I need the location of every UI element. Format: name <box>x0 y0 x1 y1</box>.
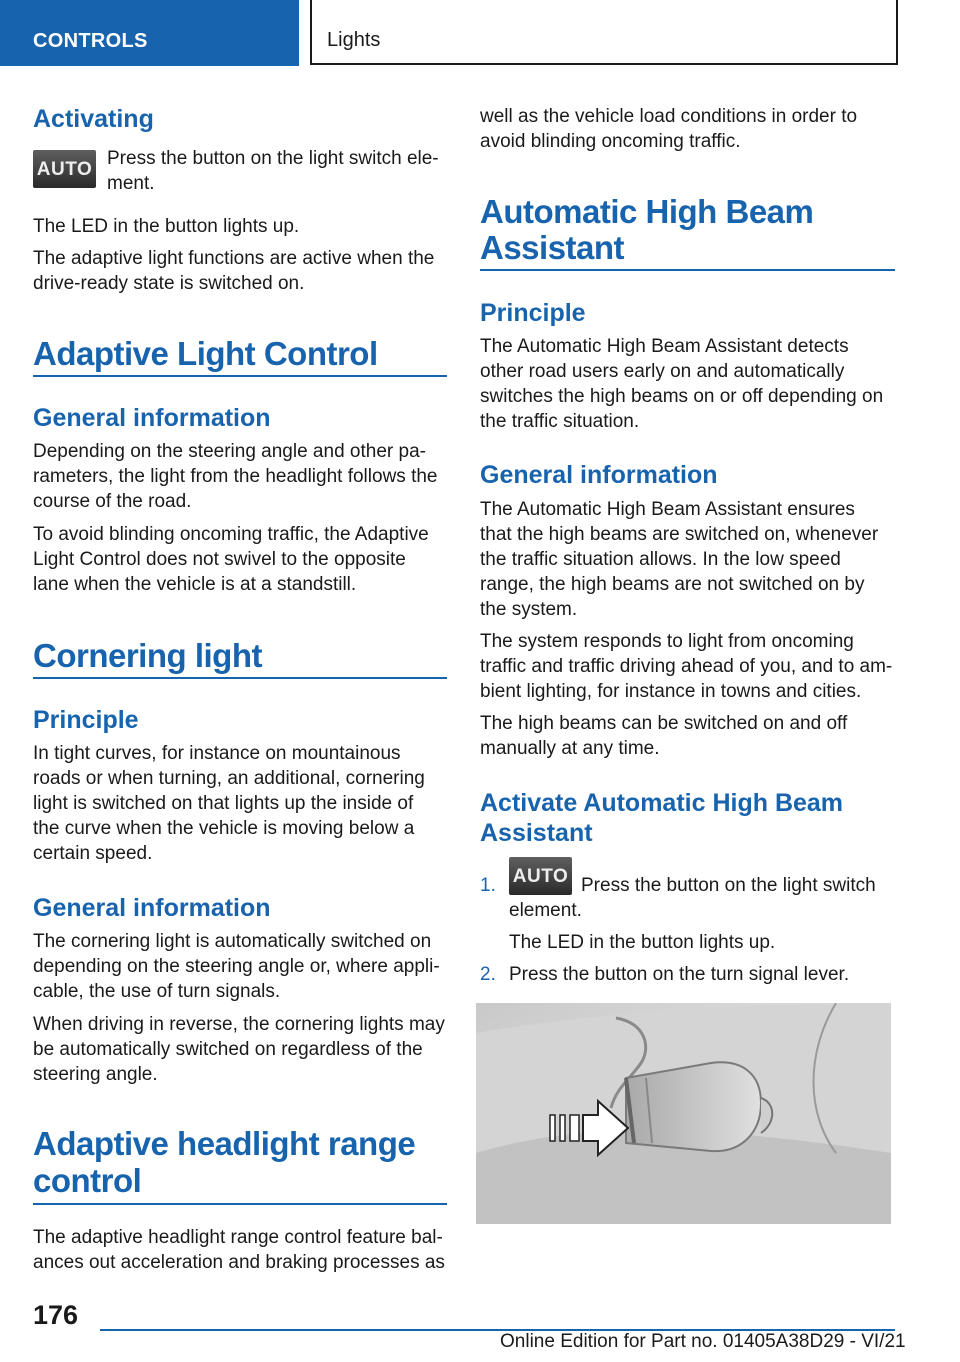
alc-gi-p1-1: Depending on the steering angle and other pa- <box>33 441 426 462</box>
page-number: 176 <box>33 1300 79 1330</box>
ahba-heading-2: Assistant <box>480 229 625 266</box>
alc-heading: Adaptive Light Control <box>33 335 378 372</box>
cornering-gi-heading: General information <box>33 894 271 922</box>
activating-line-1: Press the button on the light switch ele- <box>107 148 439 169</box>
adaptive-text-2: drive-ready state is switched on. <box>33 273 305 294</box>
ahrc-body-2: ances out acceleration and braking processes as <box>33 1252 445 1273</box>
auto-button-icon: AUTO <box>33 150 96 188</box>
adaptive-text-1: The adaptive light functions are active when the <box>33 248 435 269</box>
alc-gi-p1-3: course of the road. <box>33 491 192 512</box>
ahba-gi-p1-4: range, the high beams are not switched on by <box>480 574 865 595</box>
ahba-gi-p1-5: the system. <box>480 599 578 620</box>
turn-signal-lever-illustration <box>476 1003 891 1224</box>
ahba-gi-p1-1: The Automatic High Beam Assistant ensures <box>480 499 855 520</box>
ahba-gi-p3-2: manually at any time. <box>480 738 660 759</box>
cornering-principle-1: In tight curves, for instance on mountainous <box>33 743 401 764</box>
cornering-heading: Cornering light <box>33 637 262 674</box>
cornering-principle-5: certain speed. <box>33 843 153 864</box>
step-1-text: Press the button on the light switch <box>581 875 876 896</box>
alc-gi-p2-3: lane when the vehicle is at a standstill. <box>33 574 357 595</box>
ahba-gi-p1-2: that the high beams are switched on, whenever <box>480 524 879 545</box>
alc-gi-heading: General information <box>33 404 271 432</box>
cornering-gi-p2-1: When driving in reverse, the cornering lights may <box>33 1014 445 1035</box>
ahba-principle-4: the traffic situation. <box>480 411 640 432</box>
ahrc-heading-1: Adaptive headlight range <box>33 1125 416 1162</box>
section-title: CONTROLS <box>33 30 148 52</box>
ahba-principle-heading: Principle <box>480 299 586 327</box>
ahba-gi-p2-1: The system responds to light from oncoming <box>480 631 854 652</box>
edition-text: Online Edition for Part no. 01405A38D29 - VI/21 <box>500 1331 906 1352</box>
step-2-number: 2. <box>480 964 496 985</box>
ahba-gi-p2-2: traffic and traffic driving ahead of you, and to am- <box>480 656 893 677</box>
alc-gi-p2-2: Light Control does not swivel to the opposite <box>33 549 406 570</box>
chapter-header <box>310 0 898 65</box>
activating-line-2: ment. <box>107 173 155 194</box>
led-text: The LED in the button lights up. <box>33 216 300 237</box>
cont-text-2: avoid blinding oncoming traffic. <box>480 131 741 152</box>
ahba-gi-heading: General information <box>480 461 718 489</box>
step-1-text-2: element. <box>509 900 582 921</box>
ahrc-heading-2: control <box>33 1162 142 1199</box>
auto-button-icon: AUTO <box>509 857 572 895</box>
cornering-principle-heading: Principle <box>33 706 139 734</box>
ahba-principle-1: The Automatic High Beam Assistant detects <box>480 336 849 357</box>
ahrc-rule <box>33 1203 447 1205</box>
cornering-gi-p1-1: The cornering light is automatically switched on <box>33 931 432 952</box>
cornering-gi-p2-3: steering angle. <box>33 1064 158 1085</box>
cornering-rule <box>33 677 447 679</box>
ahba-rule <box>480 269 895 271</box>
ahba-gi-p1-3: the traffic situation allows. In the low speed <box>480 549 841 570</box>
alc-gi-p2-1: To avoid blinding oncoming traffic, the Adaptive <box>33 524 429 545</box>
section-tab <box>0 0 299 66</box>
ahba-gi-p3-1: The high beams can be switched on and off <box>480 713 848 734</box>
cornering-gi-p1-3: cable, the use of turn signals. <box>33 981 281 1002</box>
chapter-title: Lights <box>327 29 381 51</box>
cont-text-1: well as the vehicle load conditions in order to <box>480 106 858 127</box>
cornering-principle-2: roads or when turning, an additional, cornering <box>33 768 425 789</box>
cornering-principle-4: the curve when the vehicle is moving below a <box>33 818 415 839</box>
cornering-gi-p1-2: depending on the steering angle or, where appli- <box>33 956 440 977</box>
alc-gi-p1-2: rameters, the light from the headlight follows the <box>33 466 438 487</box>
ahba-principle-3: switches the high beams on or off depending on <box>480 386 884 407</box>
activate-heading-2: Assistant <box>480 819 593 847</box>
ahrc-body-1: The adaptive headlight range control feature bal- <box>33 1227 443 1248</box>
activate-heading-1: Activate Automatic High Beam <box>480 789 844 817</box>
alc-rule <box>33 375 447 377</box>
ahba-principle-2: other road users early on and automatically <box>480 361 845 382</box>
step-1-number: 1. <box>480 875 496 896</box>
cornering-gi-p2-2: be automatically switched on regardless of the <box>33 1039 423 1060</box>
ahba-gi-p2-3: bient lighting, for instance in towns and cities. <box>480 681 862 702</box>
step-1-sub: The LED in the button lights up. <box>509 932 776 953</box>
activating-heading: Activating <box>33 105 154 133</box>
cornering-principle-3: light is switched on that lights up the inside of <box>33 793 414 814</box>
ahba-heading-1: Automatic High Beam <box>480 193 814 230</box>
step-2-text: Press the button on the turn signal lever. <box>509 964 850 985</box>
